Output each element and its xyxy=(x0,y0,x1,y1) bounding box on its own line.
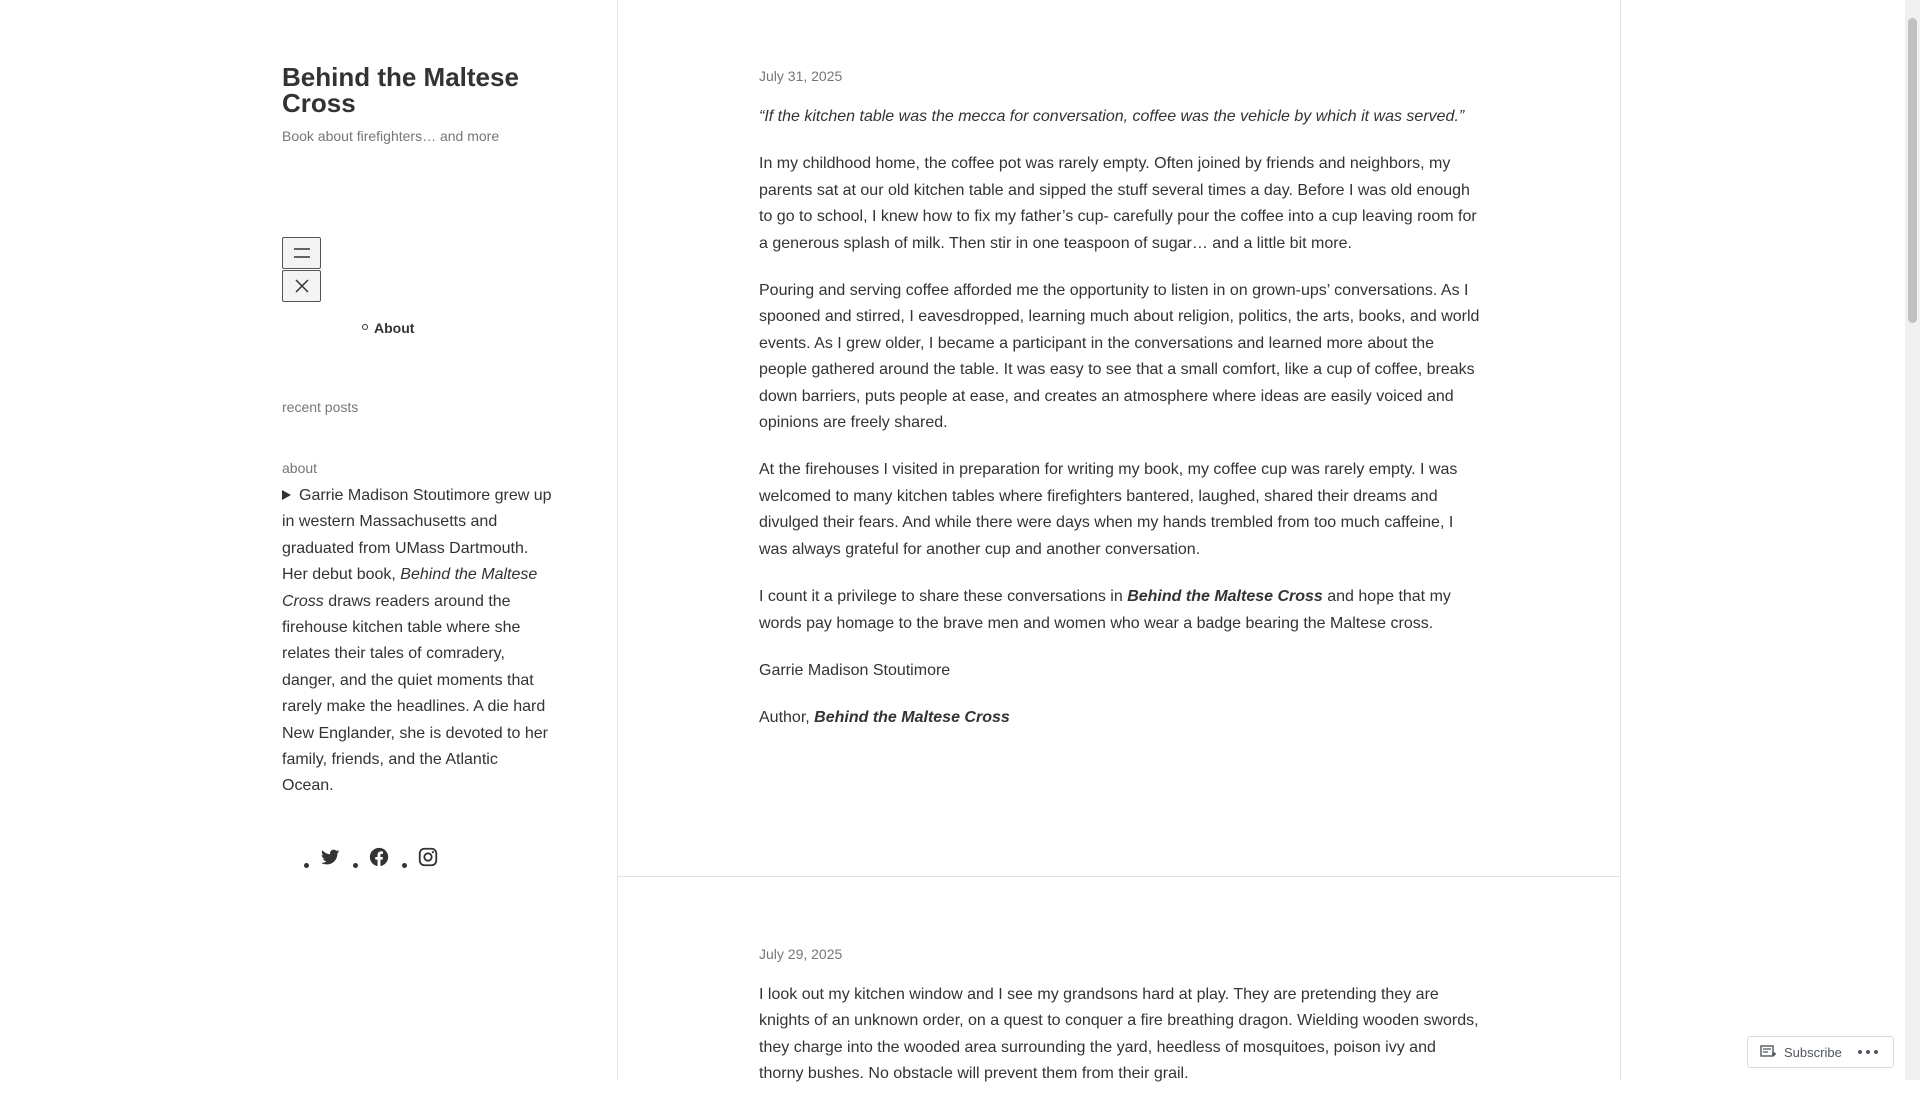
dot-icon xyxy=(1858,1050,1862,1054)
twitter-icon[interactable] xyxy=(319,846,341,868)
site-tagline: Book about firefighters… and more xyxy=(282,128,500,144)
close-icon xyxy=(294,278,310,294)
about-text-before: Garrie Madison Stoutimore grew up in western Massachusetts and graduated from UMass Dartmouth. Her debut book, xyxy=(282,487,552,584)
scrollbar[interactable] xyxy=(1905,0,1920,1080)
paragraph-text: and hope that my words pay homage to the brave men and women who wear a badge bearing the Maltese cross. xyxy=(759,588,1451,632)
menu-close-button[interactable] xyxy=(282,270,321,302)
subscribe-button[interactable] xyxy=(1748,1045,1842,1060)
post-paragraph xyxy=(759,584,1484,637)
social-links xyxy=(304,846,451,868)
post-paragraph: At the firehouses I visited in preparation for writing my book, my coffee cup was rarely empty. I was welcomed to many kitchen tables where firefighters bantered, laughed, shared their dreams and divulged their fears. And while there were days when my hands trembled from too much caffeine, I was always grateful for another cup and another conversation. xyxy=(759,461,1458,558)
post-author-line xyxy=(759,705,1484,731)
about-widget-text[interactable] xyxy=(282,483,552,800)
more-options-button[interactable] xyxy=(1858,1050,1878,1054)
list-bullet xyxy=(353,863,358,868)
about-book-title: Behind the Maltese Cross xyxy=(282,566,538,610)
menu-open-button[interactable] xyxy=(282,237,321,269)
post xyxy=(759,68,1484,753)
post-paragraph: I look out my kitchen window and I see my grandsons hard at play. They are pretending they are knights of an unknown order, on a quest to conquer a fire breathing dragon. Wielding wooden swords, they charge into the wooded area surrounding the yard, heedless of mosquitoes, poison ivy and thorny bushes. No obstacle will prevent them from their grail. xyxy=(759,986,1479,1083)
subscribe-bar xyxy=(1747,1036,1894,1068)
dot-icon xyxy=(1866,1050,1870,1054)
post-quote: “If the kitchen table was the mecca for conversation, coffee was the vehicle by which it was served.” xyxy=(759,108,1465,125)
disclosure-triangle-icon[interactable] xyxy=(282,490,291,500)
hamburger-icon xyxy=(293,246,311,260)
subscribe-label: Subscribe xyxy=(1784,1044,1842,1060)
dot-icon xyxy=(1874,1050,1878,1054)
author-prefix: Author, xyxy=(759,709,815,727)
post-paragraph: In my childhood home, the coffee pot was rarely empty. Often joined by friends and neighbors, my parents sat at our old kitchen table and sipped the stuff several times a day. Before I was old enough to go to school, I knew how to fix my father’s cup- carefully pour the coffee into a cup leaving room for a generous splash of milk. Then stir in one teaspoon of sugar… and a little bit more. xyxy=(759,155,1477,252)
site-title[interactable]: Behind the Maltese Cross xyxy=(282,62,519,118)
post-paragraph: Pouring and serving coffee afforded me the opportunity to listen in on grown-ups’ conversations. As I spooned and stirred, I eavesdropped, learning much about religion, politics, the arts, books, and world events. As I grew older, I became a participant in the conversations and learned more about the people gathered around the table. It was easy to see that a small comfort, like a cup of coffee, breaks down barriers, puts people at ease, and creates an atmosphere where ideas are easily voiced and opinions are freely shared. xyxy=(759,282,1480,432)
paragraph-text: I count it a privilege to share these conversations in xyxy=(759,588,1128,606)
subscribe-icon xyxy=(1760,1045,1778,1059)
post xyxy=(759,946,1484,1109)
list-bullet xyxy=(402,863,407,868)
list-bullet xyxy=(304,863,309,868)
scrollbar-thumb[interactable] xyxy=(1908,18,1917,323)
about-text-after: draws readers around the firehouse kitchen table where she relates their tales of comradery, danger, and the quiet moments that rarely make the headlines. A die hard New Englander, she is devoted to her family, friends, and the Atlantic Ocean. xyxy=(282,592,548,795)
menu-item-about[interactable]: About xyxy=(374,320,415,336)
post-date[interactable]: July 29, 2025 xyxy=(759,946,843,962)
book-title: Behind the Maltese Cross xyxy=(1127,588,1323,606)
facebook-icon[interactable] xyxy=(368,846,390,868)
instagram-icon[interactable] xyxy=(417,846,439,868)
widget-title-about: about xyxy=(282,460,318,476)
post-date[interactable]: July 31, 2025 xyxy=(759,68,843,84)
list-bullet xyxy=(362,324,368,330)
post-signature: Garrie Madison Stoutimore xyxy=(759,661,951,679)
nav-menu xyxy=(362,320,414,336)
main-content xyxy=(617,0,1621,1083)
widget-title-recent-posts: recent posts xyxy=(282,399,359,415)
post-separator xyxy=(618,876,1620,877)
book-title: Behind the Maltese Cross xyxy=(814,709,1010,727)
